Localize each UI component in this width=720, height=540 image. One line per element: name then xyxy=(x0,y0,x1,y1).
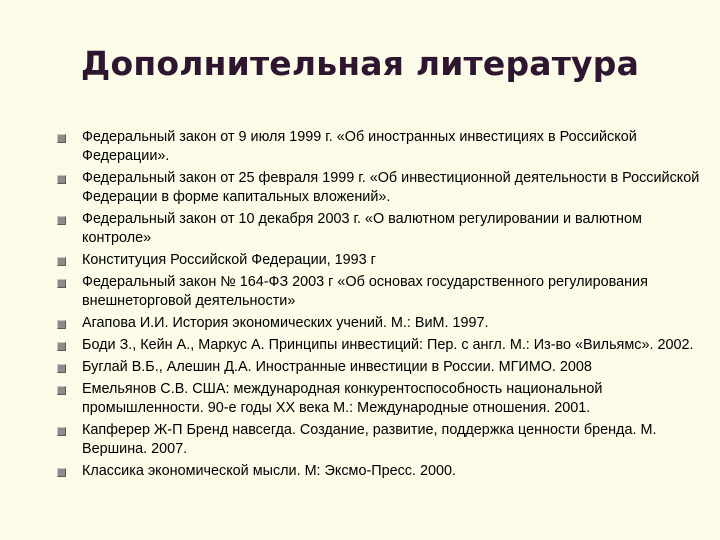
list-item-text: Буглай В.Б., Алешин Д.А. Иностранные инвестиции в России. МГИМО. 2008 xyxy=(82,359,592,375)
square-bullet-icon xyxy=(57,364,66,373)
list-item-text: Федеральный закон от 10 декабря 2003 г. «О валютном регулировании и валютном контроле» xyxy=(82,211,642,246)
list-item-text: Федеральный закон № 164-ФЗ 2003 г «Об основах государственного регулирования внешнеторговой деятельности» xyxy=(82,274,648,309)
list-item xyxy=(56,128,706,166)
list-item xyxy=(56,314,706,333)
list-item xyxy=(56,380,706,418)
list-item-text: Федеральный закон от 25 февраля 1999 г. «Об инвестиционной деятельности в Российской Федерации в форме капитальных вложений». xyxy=(82,170,700,205)
list-item xyxy=(56,336,706,355)
list-item xyxy=(56,251,706,270)
list-item xyxy=(56,273,706,311)
list-item-text: Агапова И.И. История экономических учений. М.: ВиМ. 1997. xyxy=(82,315,489,331)
list-item-text: Конституция Российской Федерации, 1993 г xyxy=(82,252,376,268)
list-item xyxy=(56,210,706,248)
list-item xyxy=(56,358,706,377)
square-bullet-icon xyxy=(57,342,66,351)
list-item-text: Капферер Ж-П Бренд навсегда. Создание, развитие, поддержка ценности бренда. М. Вершина. 2007. xyxy=(82,422,657,457)
list-item-text: Классика экономической мысли. М: Эксмо-Пресс. 2000. xyxy=(82,463,456,479)
square-bullet-icon xyxy=(57,279,66,288)
list-item xyxy=(56,421,706,459)
list-item-text: Федеральный закон от 9 июля 1999 г. «Об иностранных инвестициях в Российской Федерации». xyxy=(82,129,637,164)
square-bullet-icon xyxy=(57,386,66,395)
square-bullet-icon xyxy=(57,320,66,329)
list-item-text: Емельянов С.В. США: международная конкурентоспособность национальной промышленности. 90-е годы XX века М.: Международные отношения. 2001. xyxy=(82,381,603,416)
list-item xyxy=(56,462,706,481)
square-bullet-icon xyxy=(57,427,66,436)
slide-title: Дополнительная литература xyxy=(80,44,640,83)
list-item-text: Боди З., Кейн А., Маркус А. Принципы инвестиций: Пер. с англ. М.: Из-во «Вильямс». 2002. xyxy=(82,337,694,353)
reference-list xyxy=(56,128,706,484)
square-bullet-icon xyxy=(57,175,66,184)
list-item xyxy=(56,169,706,207)
square-bullet-icon xyxy=(57,216,66,225)
square-bullet-icon xyxy=(57,134,66,143)
square-bullet-icon xyxy=(57,468,66,477)
square-bullet-icon xyxy=(57,257,66,266)
